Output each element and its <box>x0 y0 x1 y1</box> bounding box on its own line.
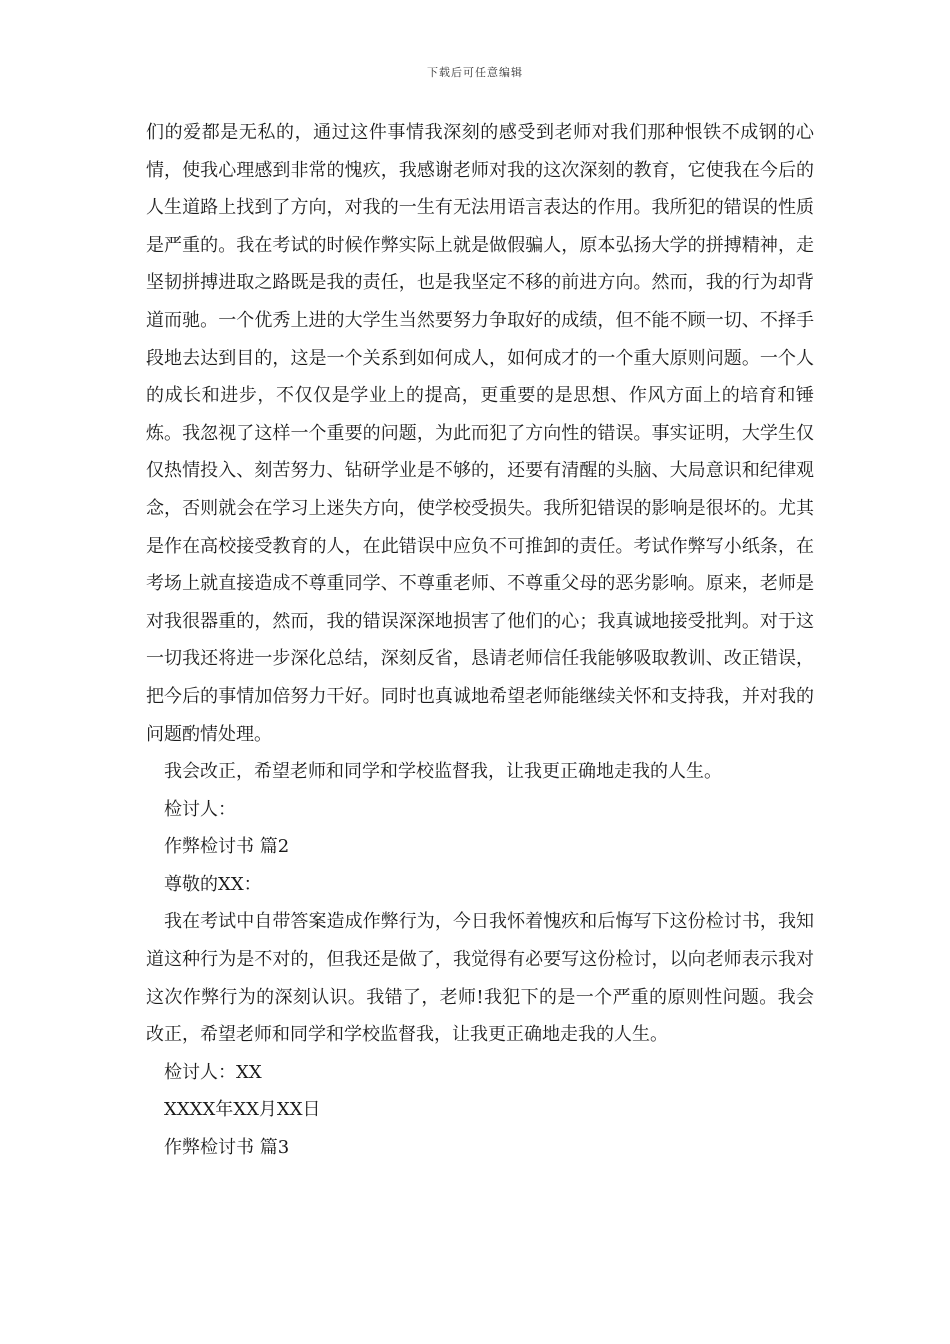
date-line: XXXX年XX月XX日 <box>164 1099 321 1121</box>
document-body <box>146 114 814 1167</box>
paragraph-continuation: 们的爱都是无私的，通过这件事情我深刻的感受到老师对我们那种恨铁不成钢的心情，使我心理感到非常的愧疚，我感谢老师对我的这次深刻的教育，它使我在今后的人生道路上找到了方向，对我的一生有无法用语言表达的作用。我所犯的错误的性质是严重的。我在考试的时候作弊实际上就是做假骗人，原本弘扬大学的拼搏精神，走坚韧拼搏进取之路既是我的责任，也是我坚定不移的前进方向。然而，我的行为却背道而驰。一个优秀上进的大学生当然要努力争取好的成绩，但不能不顾一切、不择手段地去达到目的，这是一个关系到如何成人，如何成才的一个重大原则问题。一个人的成长和进步，不仅仅是学业上的提高，更重要的是思想、作风方面上的培育和锤炼。我忽视了这样一个重要的问题，为此而犯了方向性的错误。事实证明，大学生仅仅热情投入、刻苦努力、钻研学业是不够的，还要有清醒的头脑、大局意识和纪律观念，否则就会在学习上迷失方向，使学校受损失。我所犯错误的影响是很坏的。尤其是作在高校接受教育的人，在此错误中应负不可推卸的责任。考试作弊写小纸条，在考场上就直接造成不尊重同学、不尊重老师、不尊重父母的恶劣影响。原来，老师是对我很器重的，然而，我的错误深深地损害了他们的心；我真诚地接受批判。对于这一切我还将进一步深化总结，深刻反省，恳请老师信任我能够吸取教训、改正错误，把今后的事情加倍努力干好。同时也真诚地希望老师能继续关怀和支持我，并对我的问题酌情处理。 <box>146 122 814 745</box>
header-note: 下载后可任意编辑 <box>427 66 523 79</box>
signature-line: 检讨人： <box>164 798 236 820</box>
paragraph-body: 我在考试中自带答案造成作弊行为，今日我怀着愧疚和后悔写下这份检讨书，我知道这种行为是不对的，但我还是做了，我觉得有必要写这份检讨，以向老师表示我对这次作弊行为的深刻认识。我错了，老师!我犯下的是一个严重的原则性问题。我会改正，希望老师和同学和学校监督我，让我更正确地走我的人生。 <box>146 911 814 1046</box>
section-title: 作弊检讨书 篇2 <box>164 836 290 858</box>
signature-line: 检讨人：XX <box>164 1061 262 1083</box>
paragraph-resolution: 我会改正，希望老师和同学和学校监督我，让我更正确地走我的人生。 <box>164 761 722 783</box>
salutation: 尊敬的XX： <box>164 873 262 895</box>
section-title: 作弊检讨书 篇3 <box>164 1137 290 1159</box>
